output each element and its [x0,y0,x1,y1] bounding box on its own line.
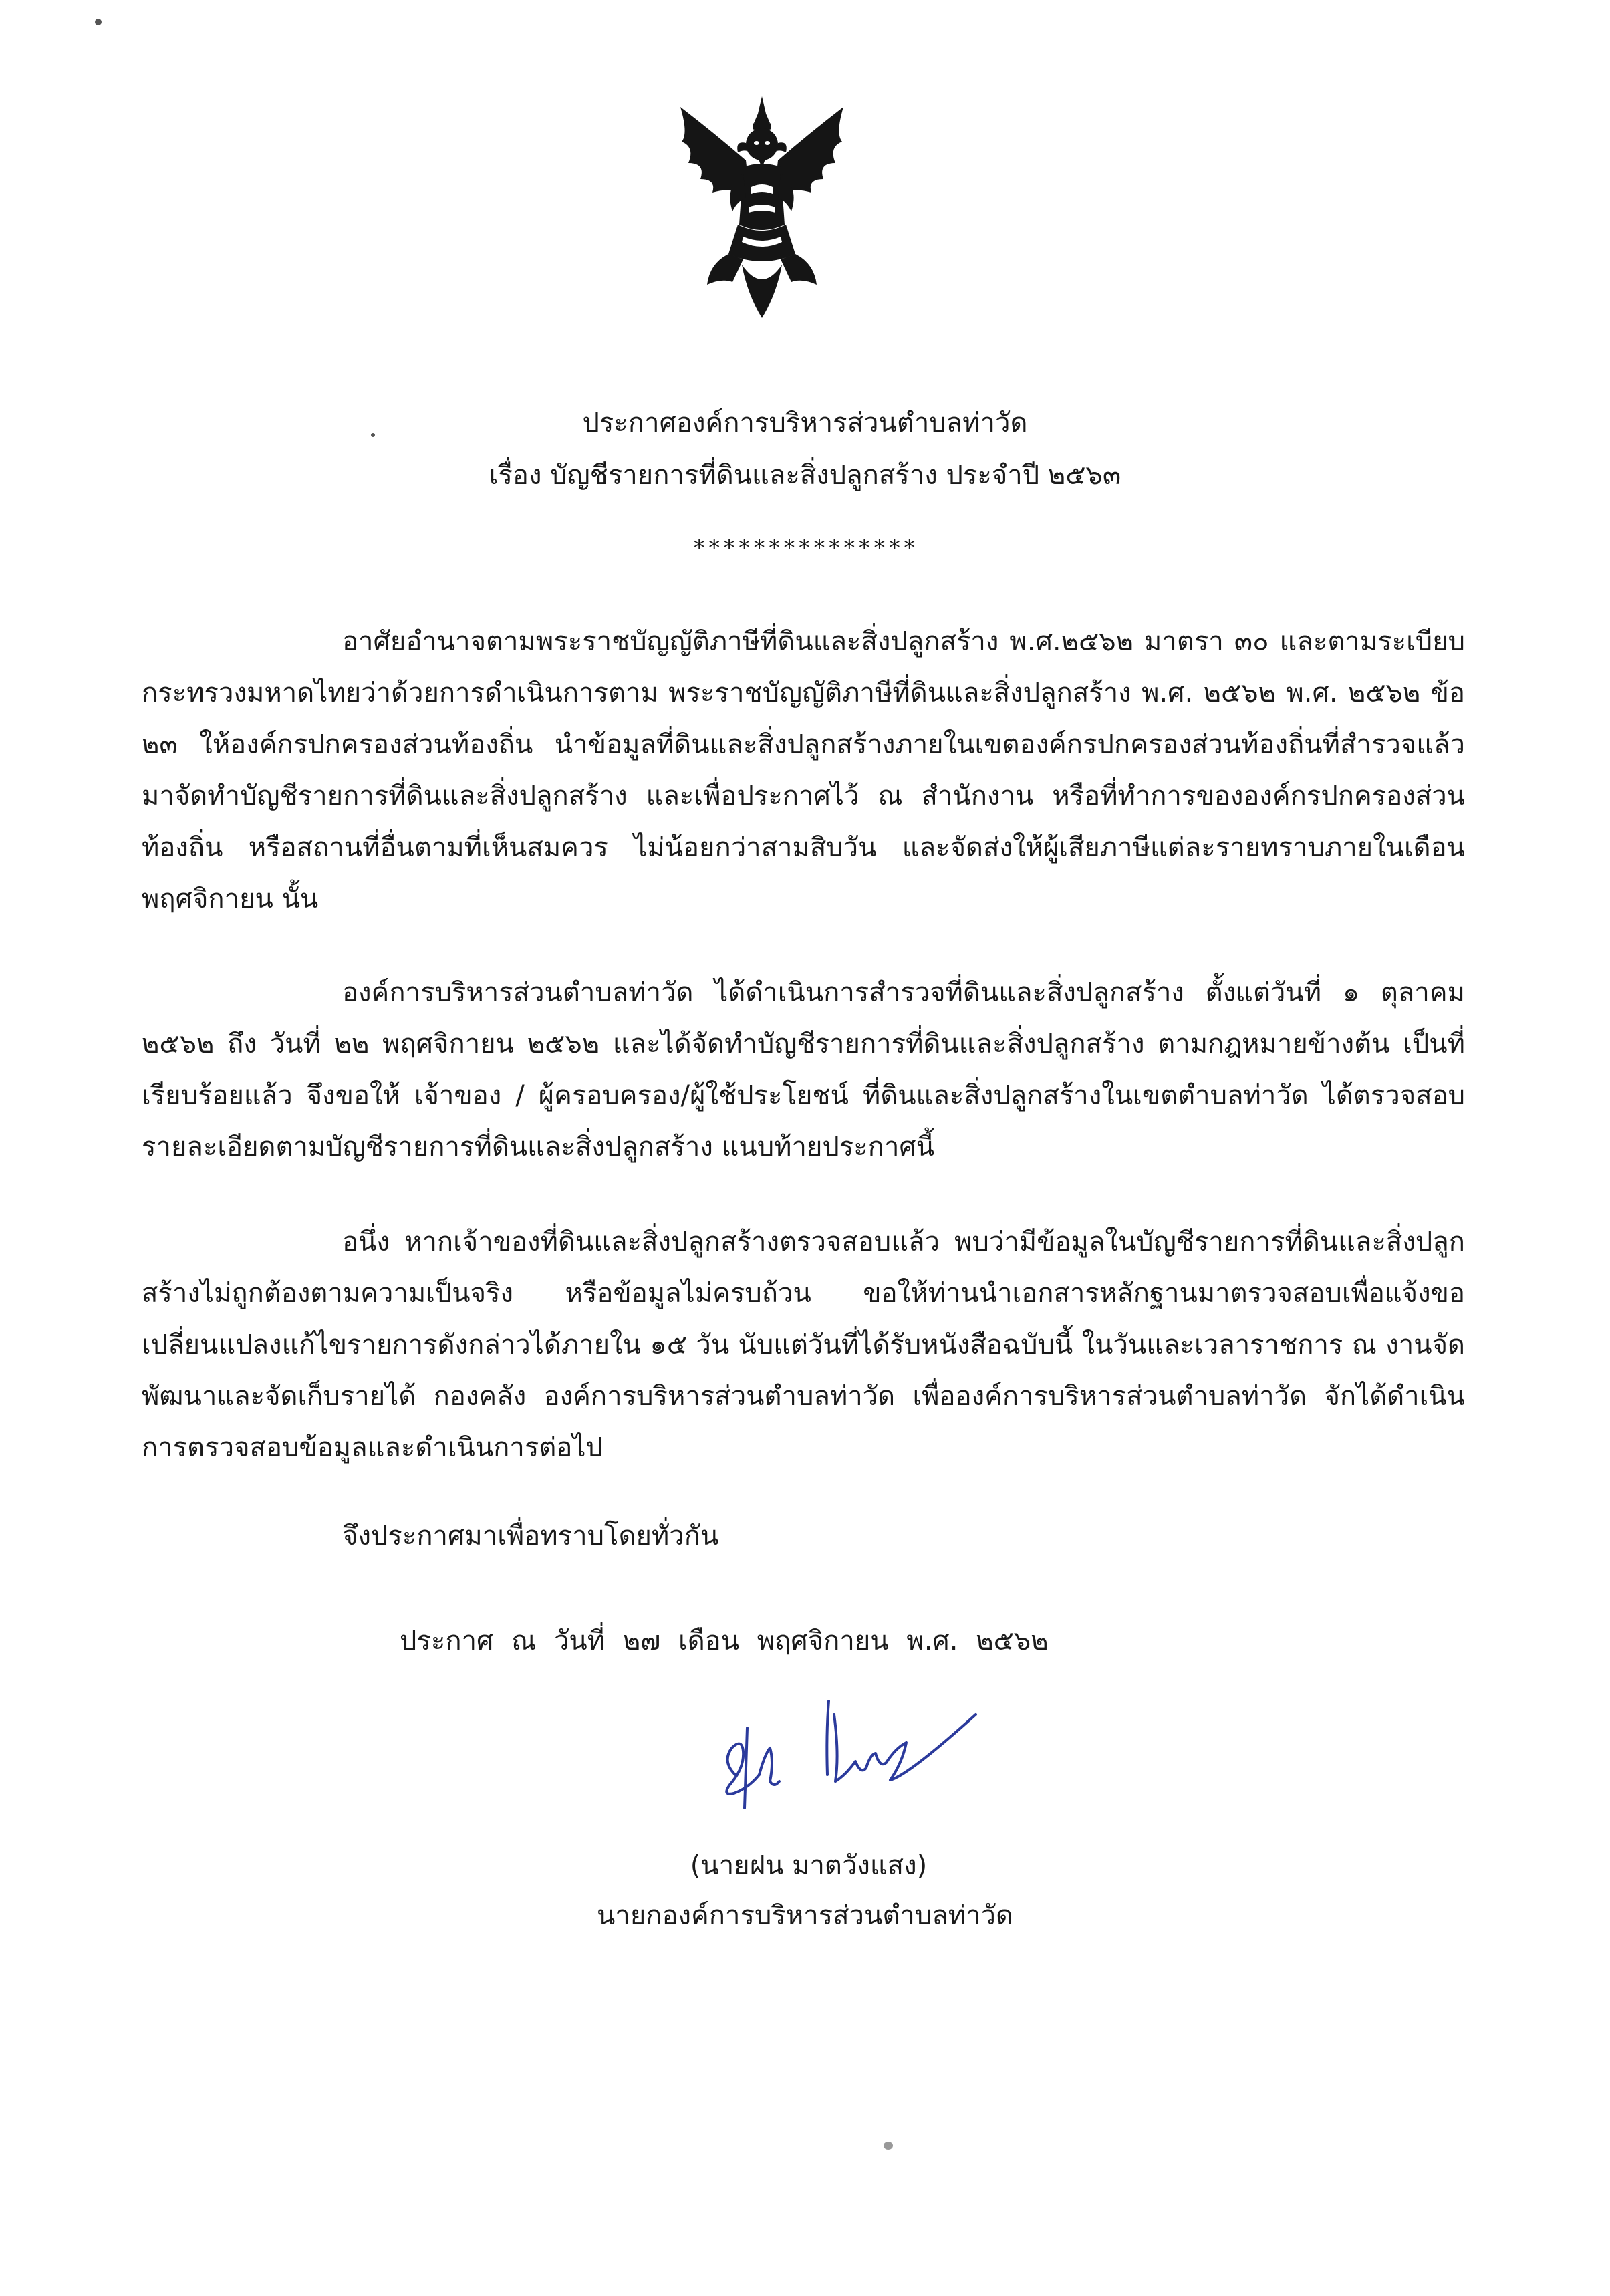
body-paragraph-3: อนึ่ง หากเจ้าของที่ดินและสิ่งปลูกสร้างตรวจสอบแล้ว พบว่ามีข้อมูลในบัญชีรายการที่ดินและสิ่งปลูกสร้างไม่ถูกต้องตามความเป็นจริง หรือข้อมูลไม่ครบถ้วน ขอให้ท่านนำเอกสารหลักฐานมาตรวจสอบเพื่อแจ้งขอเปลี่ยนแปลงแก้ไขรายการดังกล่าวได้ภายใน ๑๕ วัน นับแต่วันที่ได้รับหนังสือฉบับนี้ ในวันและเวลาราชการ ณ งานจัดพัฒนาและจัดเก็บรายได้ กองคลัง องค์การบริหารส่วนตำบลท่าวัด เพื่อองค์การบริหารส่วนตำบลท่าวัด จักได้ดำเนินการตรวจสอบข้อมูลและดำเนินการต่อไป [142,1227,1465,1463]
signer-title: นายกองค์การบริหารส่วนตำบลท่าวัด [597,1900,1013,1931]
announcement-org-title: ประกาศองค์การบริหารส่วนตำบลท่าวัด [582,408,1028,438]
asterisk-separator: *************** [692,535,918,561]
scan-speck [95,19,102,25]
announcement-subject: เรื่อง บัญชีรายการที่ดินและสิ่งปลูกสร้าง ประจำปี ๒๕๖๓ [489,460,1121,491]
handwritten-signature-icon [695,1674,1016,1828]
body-paragraph-1: อาศัยอำนาจตามพระราชบัญญัติภาษีที่ดินและสิ่งปลูกสร้าง พ.ศ.๒๕๖๒ มาตรา ๓๐ และตามระเบียบกระทรวงมหาดไทยว่าด้วยการดำเนินการตาม พระราชบัญญัติภาษีที่ดินและสิ่งปลูกสร้าง พ.ศ. ๒๕๖๒ พ.ศ. ๒๕๖๒ ข้อ ๒๓ ให้องค์กรปกครองส่วนท้องถิ่น นำข้อมูลที่ดินและสิ่งปลูกสร้างภายในเขตองค์กรปกครองส่วนท้องถิ่นที่สำรวจแล้ว มาจัดทำบัญชีรายการที่ดินและสิ่งปลูกสร้าง และเพื่อประกาศไว้ ณ สำนักงาน หรือที่ทำการขององค์กรปกครองส่วนท้องถิ่น หรือสถานที่อื่นตามที่เห็นสมควร ไม่น้อยกว่าสามสิบวัน และจัดส่งให้ผู้เสียภาษีแต่ละรายทราบภายในเดือนพฤศจิกายน นั้น [142,626,1465,914]
closing-statement: จึงประกาศมาเพื่อทราบโดยทั่วกัน [342,1521,719,1551]
announcement-date-text: ประกาศ ณ วันที่ ๒๗ เดือน พฤศจิกายน พ.ศ. ๒๕๖๒ [400,1626,1049,1656]
scan-speck [884,2142,893,2150]
signer-name: (นายฝน มาตวังแสง) [690,1850,928,1881]
body-paragraph-2: องค์การบริหารส่วนตำบลท่าวัด ได้ดำเนินการสำรวจที่ดินและสิ่งปลูกสร้าง ตั้งแต่วันที่ ๑ ตุลาคม ๒๕๖๒ ถึง วันที่ ๒๒ พฤศจิกายน ๒๕๖๒ และได้จัดทำบัญชีรายการที่ดินและสิ่งปลูกสร้าง ตามกฎหมายข้างต้น เป็นที่เรียบร้อยแล้ว จึงขอให้ เจ้าของ / ผู้ครอบครอง/ผู้ใช้ประโยชน์ ที่ดินและสิ่งปลูกสร้างในเขตตำบลท่าวัด ได้ตรวจสอบรายละเอียดตามบัญชีรายการที่ดินและสิ่งปลูกสร้าง แนบท้ายประกาศนี้ [142,977,1465,1162]
garuda-emblem-icon [668,94,855,321]
scan-speck [371,433,375,437]
